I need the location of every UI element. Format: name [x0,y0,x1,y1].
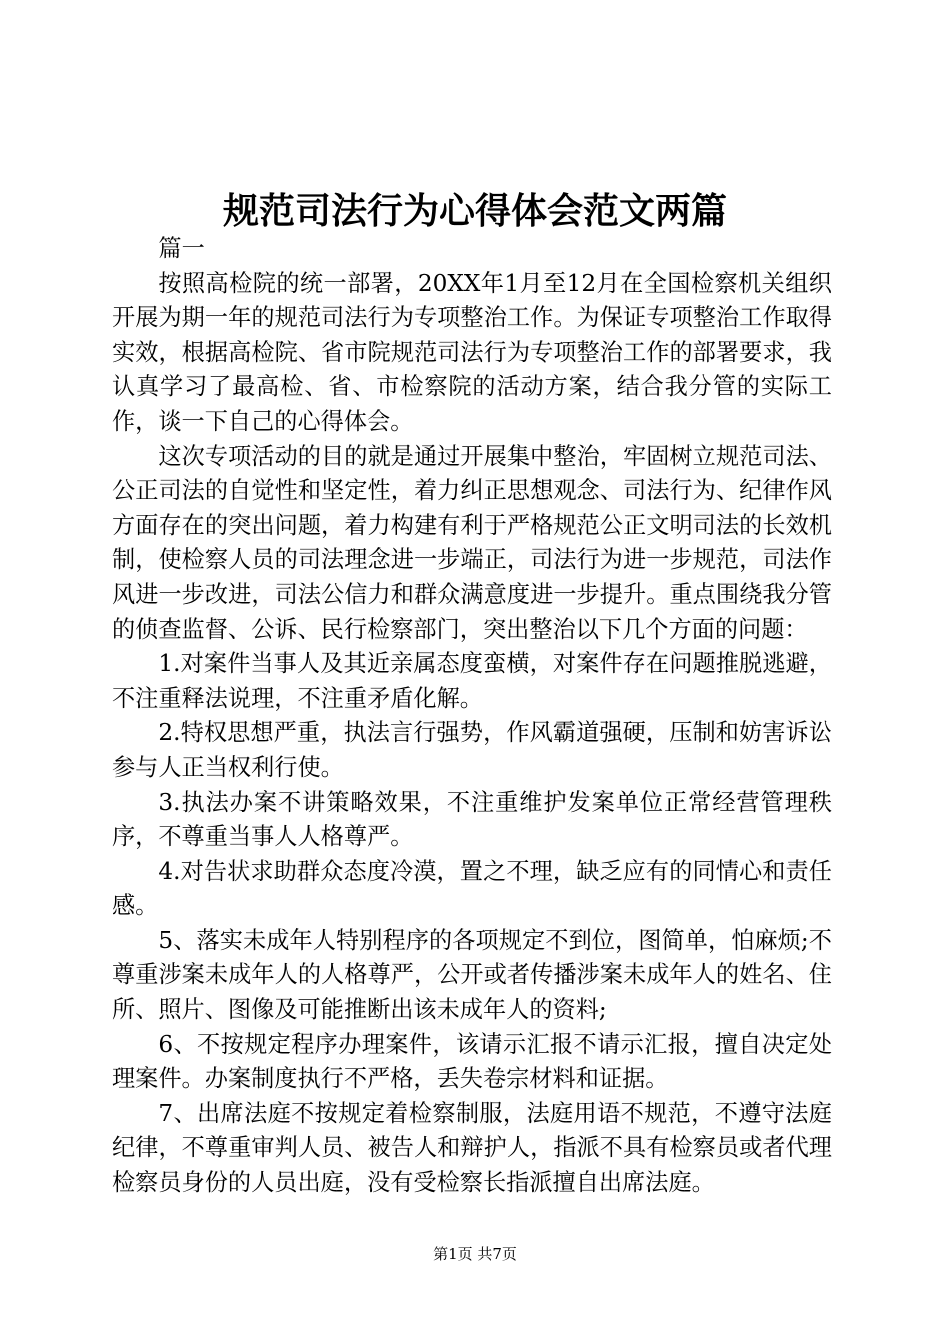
list-item: 3.执法办案不讲策略效果，不注重维护发案单位正常经营管理秩序，不尊重当事人人格尊严。 [112,788,832,851]
list-item: 7、出席法庭不按规定着检察制服，法庭用语不规范，不遵守法庭纪律，不尊重审判人员、被告人和辩护人，指派不具有检察员或者代理检察员身份的人员出庭，没有受检察长指派擅自出席法庭。 [112,1099,832,1197]
list-item: 5、落实未成年人特别程序的各项规定不到位，图简单，怕麻烦;不尊重涉案未成年人的人格尊严，公开或者传播涉案未成年人的姓名、住所、照片、图像及可能推断出该未成年人的资料; [112,926,832,1024]
list-item: 2.特权思想严重，执法言行强势，作风霸道强硬，压制和妨害诉讼参与人正当权利行使。 [112,719,832,781]
paragraph: 按照高检院的统一部署，20XX年1月至12月在全国检察机关组织开展为期一年的规范司法行为专项整治工作。为保证专项整治工作取得实效，根据高检院、省市院规范司法行为专项整治工作的部署要求，我认真学习了最高检、省、市检察院的活动方案，结合我分管的实际工作，谈一下自己的心得体会。 [112,269,832,435]
list-item: 4.对告状求助群众态度冷漠，置之不理，缺乏应有的同情心和责任感。 [112,857,832,920]
paragraph: 这次专项活动的目的就是通过开展集中整治，牢固树立规范司法、公正司法的自觉性和坚定性，着力纠正思想观念、司法行为、纪律作风方面存在的突出问题，着力构建有利于严格规范公正文明司法的长效机制，使检察人员的司法理念进一步端正，司法行为进一步规范，司法作风进一步改进，司法公信力和群众满意度进一步提升。重点围绕我分管的侦查监督、公诉、民行检察部门，突出整治以下几个方面的问题： [112,442,832,643]
page-footer: 第1页 共7页 [433,1245,517,1263]
section-heading: 篇一 [158,235,205,262]
list-item: 1.对案件当事人及其近亲属态度蛮横，对案件存在问题推脱逃避，不注重释法说理，不注重矛盾化解。 [112,650,832,712]
list-item: 6、不按规定程序办理案件，该请示汇报不请示汇报，擅自决定处理案件。办案制度执行不严格，丢失卷宗材料和证据。 [112,1030,832,1093]
document-body [112,232,832,1201]
document-title: 规范司法行为心得体会范文两篇 [222,190,727,232]
